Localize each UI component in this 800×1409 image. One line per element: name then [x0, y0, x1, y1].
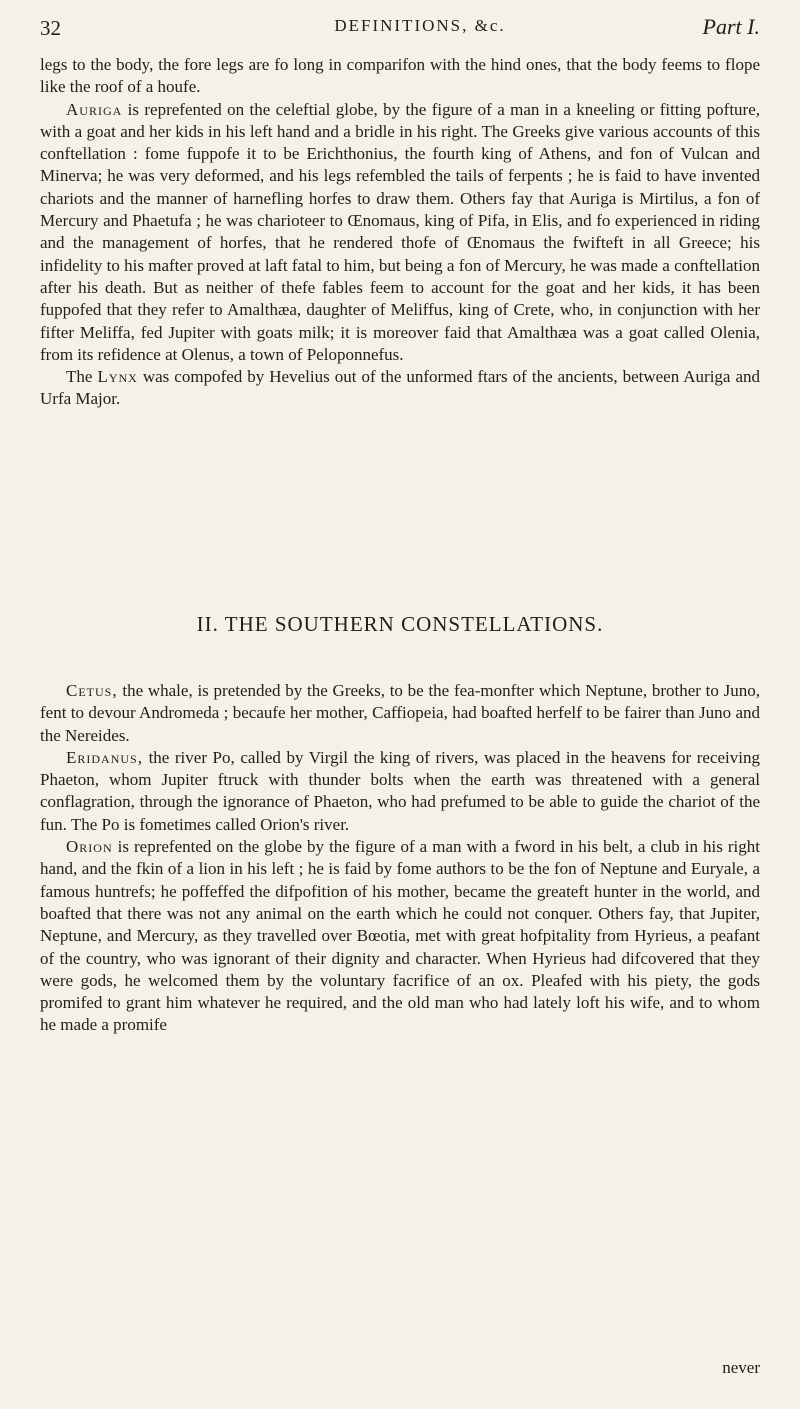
paragraph-text: legs to the body, the fore legs are fo long in comparifon with the hind ones, that the body feems to flope like the roof of a houfe. — [40, 55, 760, 97]
continued-paragraph — [40, 54, 760, 99]
term-auriga: Auriga — [66, 99, 123, 119]
northern-constellations-text — [40, 54, 760, 411]
running-title: DEFINITIONS, &c. — [334, 16, 506, 35]
paragraph-eridanus — [40, 747, 760, 836]
paragraph-text: is reprefented on the globe by the figure of a man with a fword in his belt, a club in his right hand, and the fkin of a lion in his left ; he is faid by fome authors to be the fon of Neptune and Euryale, a famous huntrefs; he poffeffed the difpofition of his mother, became the greateft hunter in the world, and boafted that there was not any animal on the earth which he could not conquer. Others fay, that Jupiter, Neptune, and Mercury, as they travelled over Bœotia, met with great hofpitality from Hyrieus, a peafant of the country, who was ignorant of their dignity and character. When Hyrieus had difcovered that they were gods, he welcomed them by the voluntary facrifice of an ox. Pleafed with his piety, the gods promifed to grant him whatever he required, and the old man who had lately loft his wife, and to whom he made a promife — [40, 837, 760, 1035]
part-label: Part I. — [702, 14, 760, 39]
term-eridanus: Eridanus, — [66, 747, 143, 767]
term-cetus: Cetus, — [66, 681, 118, 700]
paragraph-text: was compofed by Hevelius out of the unformed ftars of the ancients, between Auriga and Urfa Major. — [40, 367, 761, 409]
paragraph-orion — [40, 836, 760, 1037]
section-heading: II. THE SOUTHERN CONSTELLATIONS. — [196, 612, 604, 636]
paragraph-text: is reprefented on the celeftial globe, by the figure of a man in a kneeling or fitting pofture, with a goat and her kids in his left hand and a bridle in his right. The Greeks give various accounts of this conftellation : fome fuppofe it to be Erichthonius, the fourth king of Athens, and fon of Vulcan and Minerva; he was very deformed, and his legs refembled the tails of ferpents ; he is faid to have invented chariots and the manner of harnefling horfes to draw them. Others fay that Auriga is Mirtilus, a fon of Mercury and Phaetufa ; he was charioteer to Œnomaus, king of Pifa, in Elis, and fo experienced in riding and the management of horfes, that he rendered thofe of Œnomaus the fwifteft in all Greece; his infidelity to his mafter proved at laft fatal to him, but being a fon of Mercury, he was made a conftellation after his death. But as neither of thefe fables feem to account for the goat and her kids, it has been fuppofed that they refer to Amalthæa, daughter of Meliffus, king of Crete, who, in conjunction with her fifter Meliffa, fed Jupiter with goats milk; it is moreover faid that Amalthæa was a goat called Olenia, from its refidence at Olenus, a town of Peloponnefus. — [40, 99, 761, 364]
catchword: never — [722, 1358, 760, 1377]
paragraph-cetus — [40, 680, 760, 747]
paragraph-prefix: The — [66, 367, 93, 387]
paragraph-lynx — [40, 366, 760, 411]
running-head — [40, 6, 760, 46]
paragraph-text: the whale, is pretended by the Greeks, to be the fea-monfter which Neptune, brother to Juno, fent to devour Andromeda ; becaufe her mother, Caffiopeia, had boafted herfelf to be fairer than Juno and the Nereides. — [40, 681, 760, 745]
paragraph-auriga — [40, 99, 760, 367]
page-number: 32 — [40, 16, 61, 40]
term-orion: Orion — [66, 837, 113, 857]
term-lynx: Lynx — [97, 367, 138, 387]
paragraph-text: the river Po, called by Virgil the king of rivers, was placed in the heavens for receiving Phaeton, whom Jupiter ftruck with thunder bolts when the earth was threatened with a general conflagration, through the ignorance of Phaeton, who had prefumed to be able to guide the chariot of the fun. The Po is fometimes called Orion's river. — [40, 747, 761, 834]
southern-constellations-text — [40, 680, 760, 1037]
